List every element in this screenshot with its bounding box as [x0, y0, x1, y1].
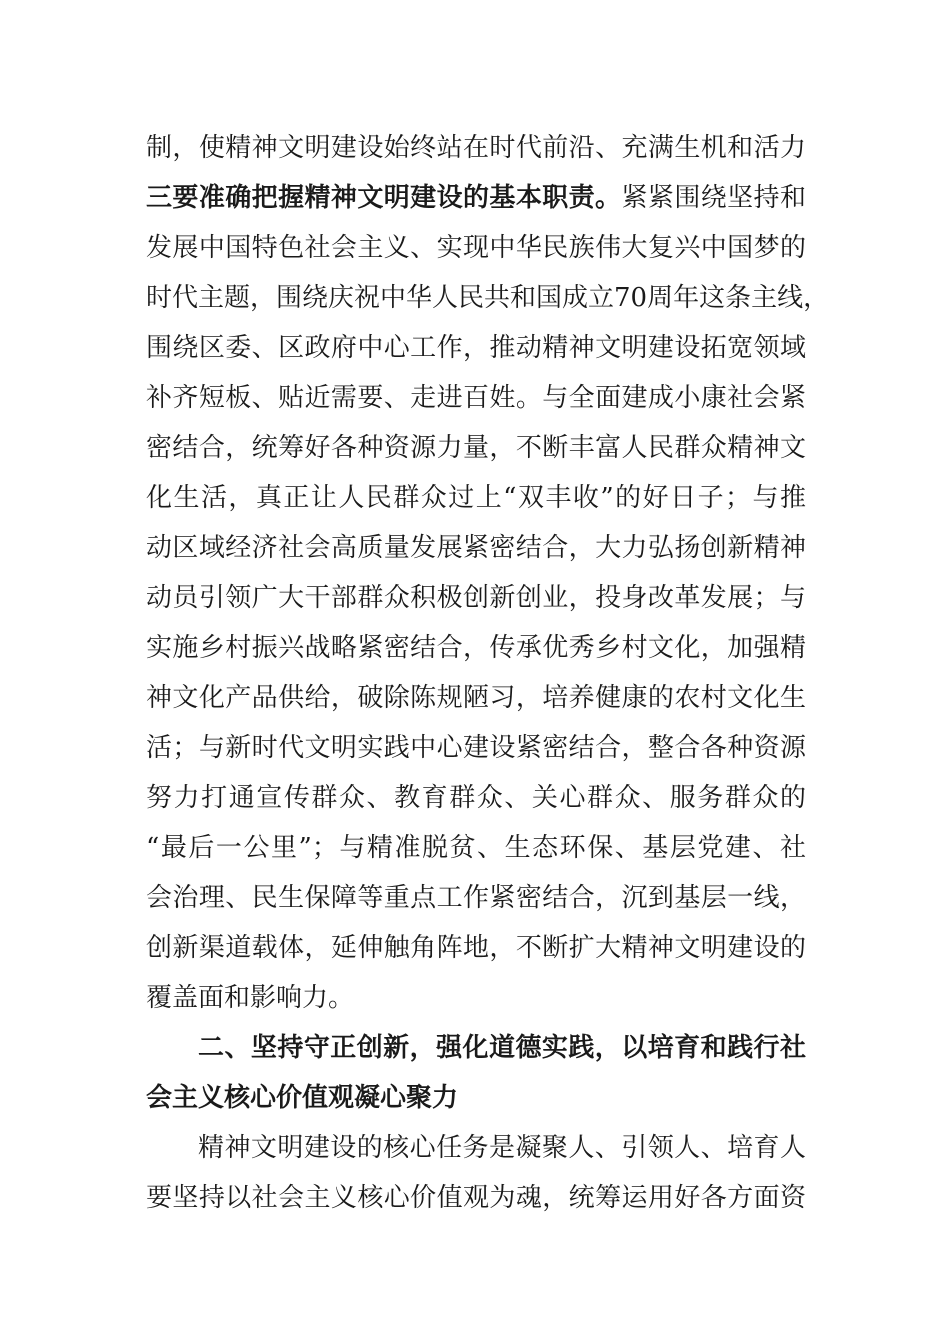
text-line: 发展中国特色社会主义、实现中华民族伟大复兴中国梦的 — [146, 233, 806, 263]
text-line: 动员引领广大干部群众积极创新创业，投身改革发展；与 — [146, 583, 806, 613]
text-line: 活；与新时代文明实践中心建设紧密结合，整合各种资源 — [146, 733, 806, 763]
text-line: 努力打通宣传群众、教育群众、关心群众、服务群众的 — [146, 783, 806, 813]
text-line: 密结合，统筹好各种资源力量，不断丰富人民群众精神文 — [146, 433, 806, 463]
text-line: “最后一公里”；与精准脱贫、生态环保、基层党建、社 — [146, 833, 806, 863]
text-line: 精神文明建设的核心任务是凝聚人、引领人、培育人 — [198, 1133, 806, 1163]
text-line: 要坚持以社会主义核心价值观为魂，统筹运用好各方面资 — [146, 1183, 806, 1213]
text-line: 实施乡村振兴战略紧密结合，传承优秀乡村文化，加强精 — [146, 633, 806, 663]
text-line: 化生活，真正让人民群众过上“双丰收”的好日子；与推 — [146, 483, 806, 513]
text-line: 时代主题，围绕庆祝中华人民共和国成立70周年这条主线， — [146, 283, 830, 313]
text-line: 覆盖面和影响力。 — [146, 983, 355, 1013]
bold-lead-text: 三要准确把握精神文明建设的基本职责。 — [146, 183, 622, 213]
section-heading: 二、坚持守正创新，强化道德实践，以培育和践行社 — [198, 1033, 806, 1063]
section-heading-continued: 会主义核心价值观凝心聚力 — [146, 1083, 459, 1113]
text-line: 动区域经济社会高质量发展紧密结合，大力弘扬创新精神 — [146, 533, 806, 563]
text-line: 创新渠道载体，延伸触角阵地，不断扩大精神文明建设的 — [146, 933, 806, 963]
lead-line-rest: 紧紧围绕坚持和 — [621, 183, 806, 213]
text-line: 神文化产品供给，破除陈规陋习，培养健康的农村文化生 — [146, 683, 806, 713]
text-line: 补齐短板、贴近需要、走进百姓。与全面建成小康社会紧 — [146, 383, 806, 413]
text-line: 会治理、民生保障等重点工作紧密结合，沉到基层一线， — [146, 883, 806, 913]
paragraph-lead-line — [146, 178, 806, 218]
text-line: 制，使精神文明建设始终站在时代前沿、充满生机和活力 — [146, 133, 806, 163]
text-line: 围绕区委、区政府中心工作，推动精神文明建设拓宽领域 — [146, 333, 806, 363]
